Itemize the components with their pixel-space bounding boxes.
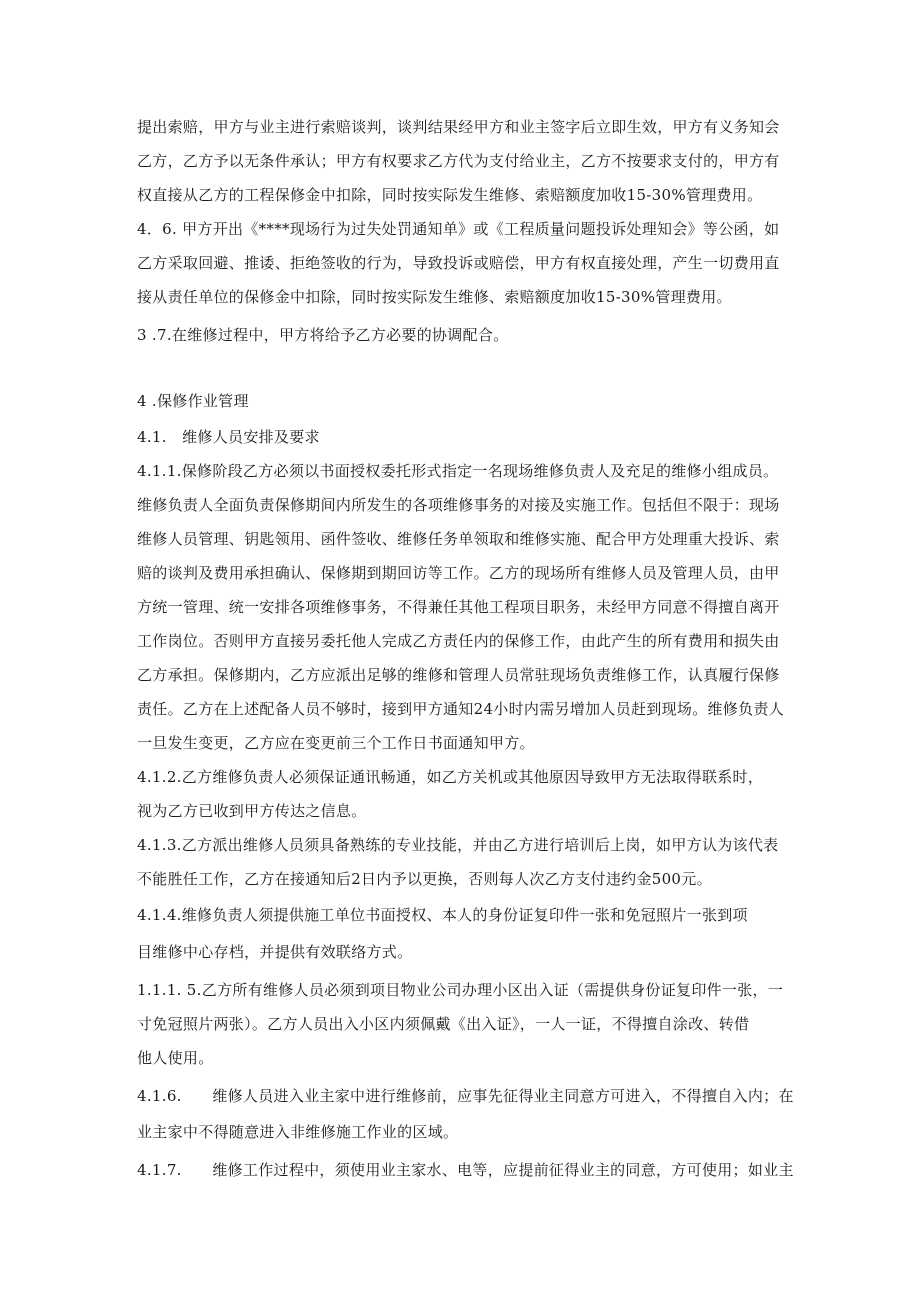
text-line: 4．6. 甲方开出《****现场行为过失处罚通知单》或《工程质量问题投诉处理知会》等公函，如 [137,220,780,238]
text-line: 4.1.2.乙方维修负责人必须保证通讯畅通，如乙方关机或其他原因导致甲方无法取得联系时， [137,768,764,786]
text-line: 提出索赔，甲方与业主进行索赔谈判，谈判结果经甲方和业主签字后立即生效，甲方有义务知会 [137,118,780,136]
text-line: 业主家中不得随意进入非维修施工作业的区域。 [137,1123,459,1141]
text-line: 一旦发生变更，乙方应在变更前三个工作日书面通知甲方。 [137,734,535,752]
text-line: 4.1.3.乙方派出维修人员须具备熟练的专业技能，并由乙方进行培训后上岗，如甲方认为该代表 [137,836,779,854]
text-line: 视为乙方已收到甲方传达之信息。 [137,802,367,820]
text-line: 乙方，乙方予以无条件承认；甲方有权要求乙方代为支付给业主，乙方不按要求支付的，甲方有 [137,152,780,170]
text-line: 他人使用。 [137,1049,214,1067]
text-line: 4.1.4.维修负责人须提供施工单位书面授权、本人的身份证复印件一张和免冠照片一张到项 [137,906,748,924]
text-line: 接从责任单位的保修金中扣除，同时按实际发生维修、索赔额度加收15-30%管理费用。 [137,288,732,306]
text-line: 4.1.1.保修阶段乙方必须以书面授权委托形式指定一名现场维修负责人及充足的维修小组成员。 [137,462,779,480]
text-line: 责任。乙方在上述配备人员不够时，接到甲方通知24小时内需另增加人员赶到现场。维修负责人 [137,700,784,718]
text-line: 4.1.7. 维修工作过程中，须使用业主家水、电等，应提前征得业主的同意，方可使用；如业主 [137,1161,794,1179]
text-line: 乙方采取回避、推诿、拒绝签收的行为，导致投诉或赔偿，甲方有权直接处理，产生一切费用直 [137,254,780,272]
text-line: 权直接从乙方的工程保修金中扣除，同时按实际发生维修、索赔额度加收15-30%管理费用。 [137,186,763,204]
text-line: 不能胜任工作，乙方在接通知后2日内予以更换，否则每人次乙方支付违约金500元。 [137,870,712,888]
text-line: 方统一管理、统一安排各项维修事务，不得兼任其他工程项目职务，未经甲方同意不得擅自离开 [137,598,780,616]
section-heading: 4 .保修作业管理 [137,392,249,410]
text-line: 维修负责人全面负责保修期间内所发生的各项维修事务的对接及实施工作。包括但不限于：现场 [137,496,780,514]
subsection-heading: 4.1. 维修人员安排及要求 [137,428,320,446]
text-line: 目维修中心存档，并提供有效联络方式。 [137,943,413,961]
text-line: 赔的谈判及费用承担确认、保修期到期回访等工作。乙方的现场所有维修人员及管理人员，由甲 [137,564,780,582]
text-line: 3 .7.在维修过程中，甲方将给予乙方必要的协调配合。 [137,326,509,344]
text-line: 寸免冠照片两张）。乙方人员出入小区内须佩戴《出入证》，一人一证，不得擅自涂改、转借 [137,1015,750,1033]
text-line: 1.1.1. 5.乙方所有维修人员必须到项目物业公司办理小区出入证（需提供身份证复印件一张，一 [137,981,784,999]
text-line: 维修人员管理、钥匙领用、函件签收、维修任务单领取和维修实施、配合甲方处理重大投诉、索 [137,530,780,548]
text-line: 4.1.6. 维修人员进入业主家中进行维修前，应事先征得业主同意方可进入，不得擅自入内；在 [137,1087,794,1105]
text-line: 乙方承担。保修期内，乙方应派出足够的维修和管理人员常驻现场负责维修工作，认真履行保修 [137,666,780,684]
text-line: 工作岗位。否则甲方直接另委托他人完成乙方责任内的保修工作，由此产生的所有费用和损失由 [137,632,780,650]
